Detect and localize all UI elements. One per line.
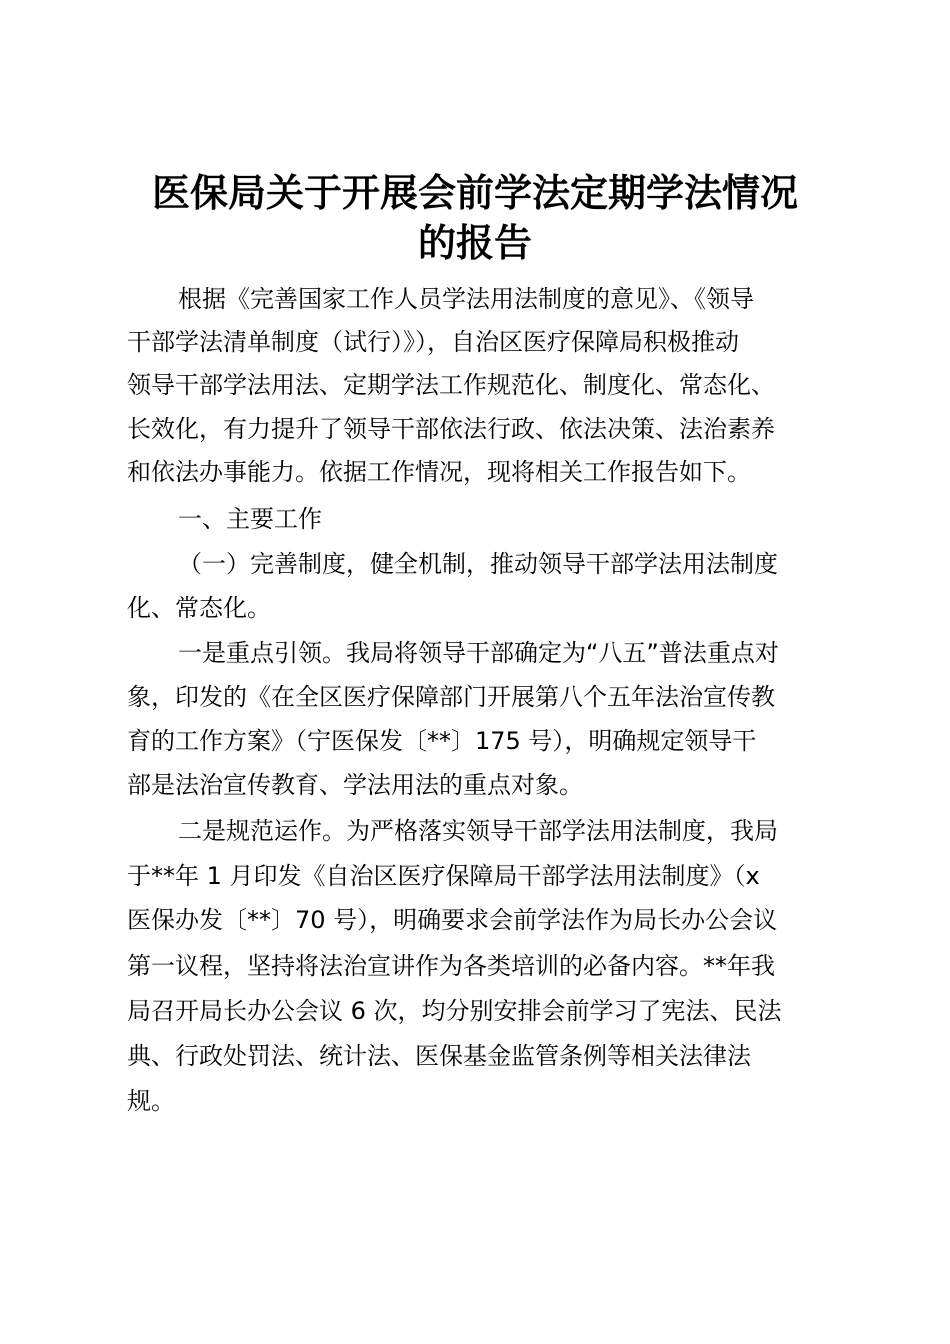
section-heading: 一、主要工作	[178, 505, 322, 533]
paragraph-line: 二是规范运作。为严格落实领导干部学法用法制度，我局	[178, 817, 778, 845]
document-title-line-1: 医保局关于开展会前学法定期学法情况	[151, 170, 798, 215]
paragraph-line: 局召开局长办公会议 6 次，均分别安排会前学习了宪法、民法	[127, 997, 782, 1025]
paragraph-line: 和依法办事能力。依据工作情况，现将相关工作报告如下。	[127, 458, 751, 486]
paragraph-line: 规。	[127, 1087, 175, 1115]
paragraph-line: 部是法治宣传教育、学法用法的重点对象。	[127, 771, 583, 799]
paragraph-line: 于**年 1 月印发《自治区医疗保障局干部学法用法制度》（x	[127, 862, 760, 890]
paragraph-line: 干部学法清单制度（试行）》），自治区医疗保障局积极推动	[127, 328, 739, 356]
paragraph-line: 育的工作方案》（宁医保发〔**〕175 号），明确规定领导干	[127, 727, 757, 755]
paragraph-line: 根据《完善国家工作人员学法用法制度的意见》、《领导	[178, 285, 754, 313]
paragraph-line: 第一议程，坚持将法治宣讲作为各类培训的必备内容。**年我	[127, 952, 775, 980]
document-title-line-2: 的报告	[417, 220, 532, 265]
paragraph-line: 长效化，有力提升了领导干部依法行政、依法决策、法治素养	[127, 415, 775, 443]
subsection-heading: 化、常态化。	[127, 594, 271, 622]
paragraph-line: 典、行政处罚法、统计法、医保基金监管条例等相关法律法	[127, 1042, 751, 1070]
paragraph-line: 象，印发的《在全区医疗保障部门开展第八个五年法治宣传教	[127, 683, 775, 711]
paragraph-line: 医保办发〔**〕70 号），明确要求会前学法作为局长办公会议	[127, 906, 778, 934]
paragraph-line: 一是重点引领。我局将领导干部确定为“八五”普法重点对	[178, 639, 779, 667]
paragraph-line: 领导干部学法用法、定期学法工作规范化、制度化、常态化、	[127, 371, 775, 399]
subsection-heading: （一）完善制度，健全机制，推动领导干部学法用法制度	[178, 550, 778, 578]
